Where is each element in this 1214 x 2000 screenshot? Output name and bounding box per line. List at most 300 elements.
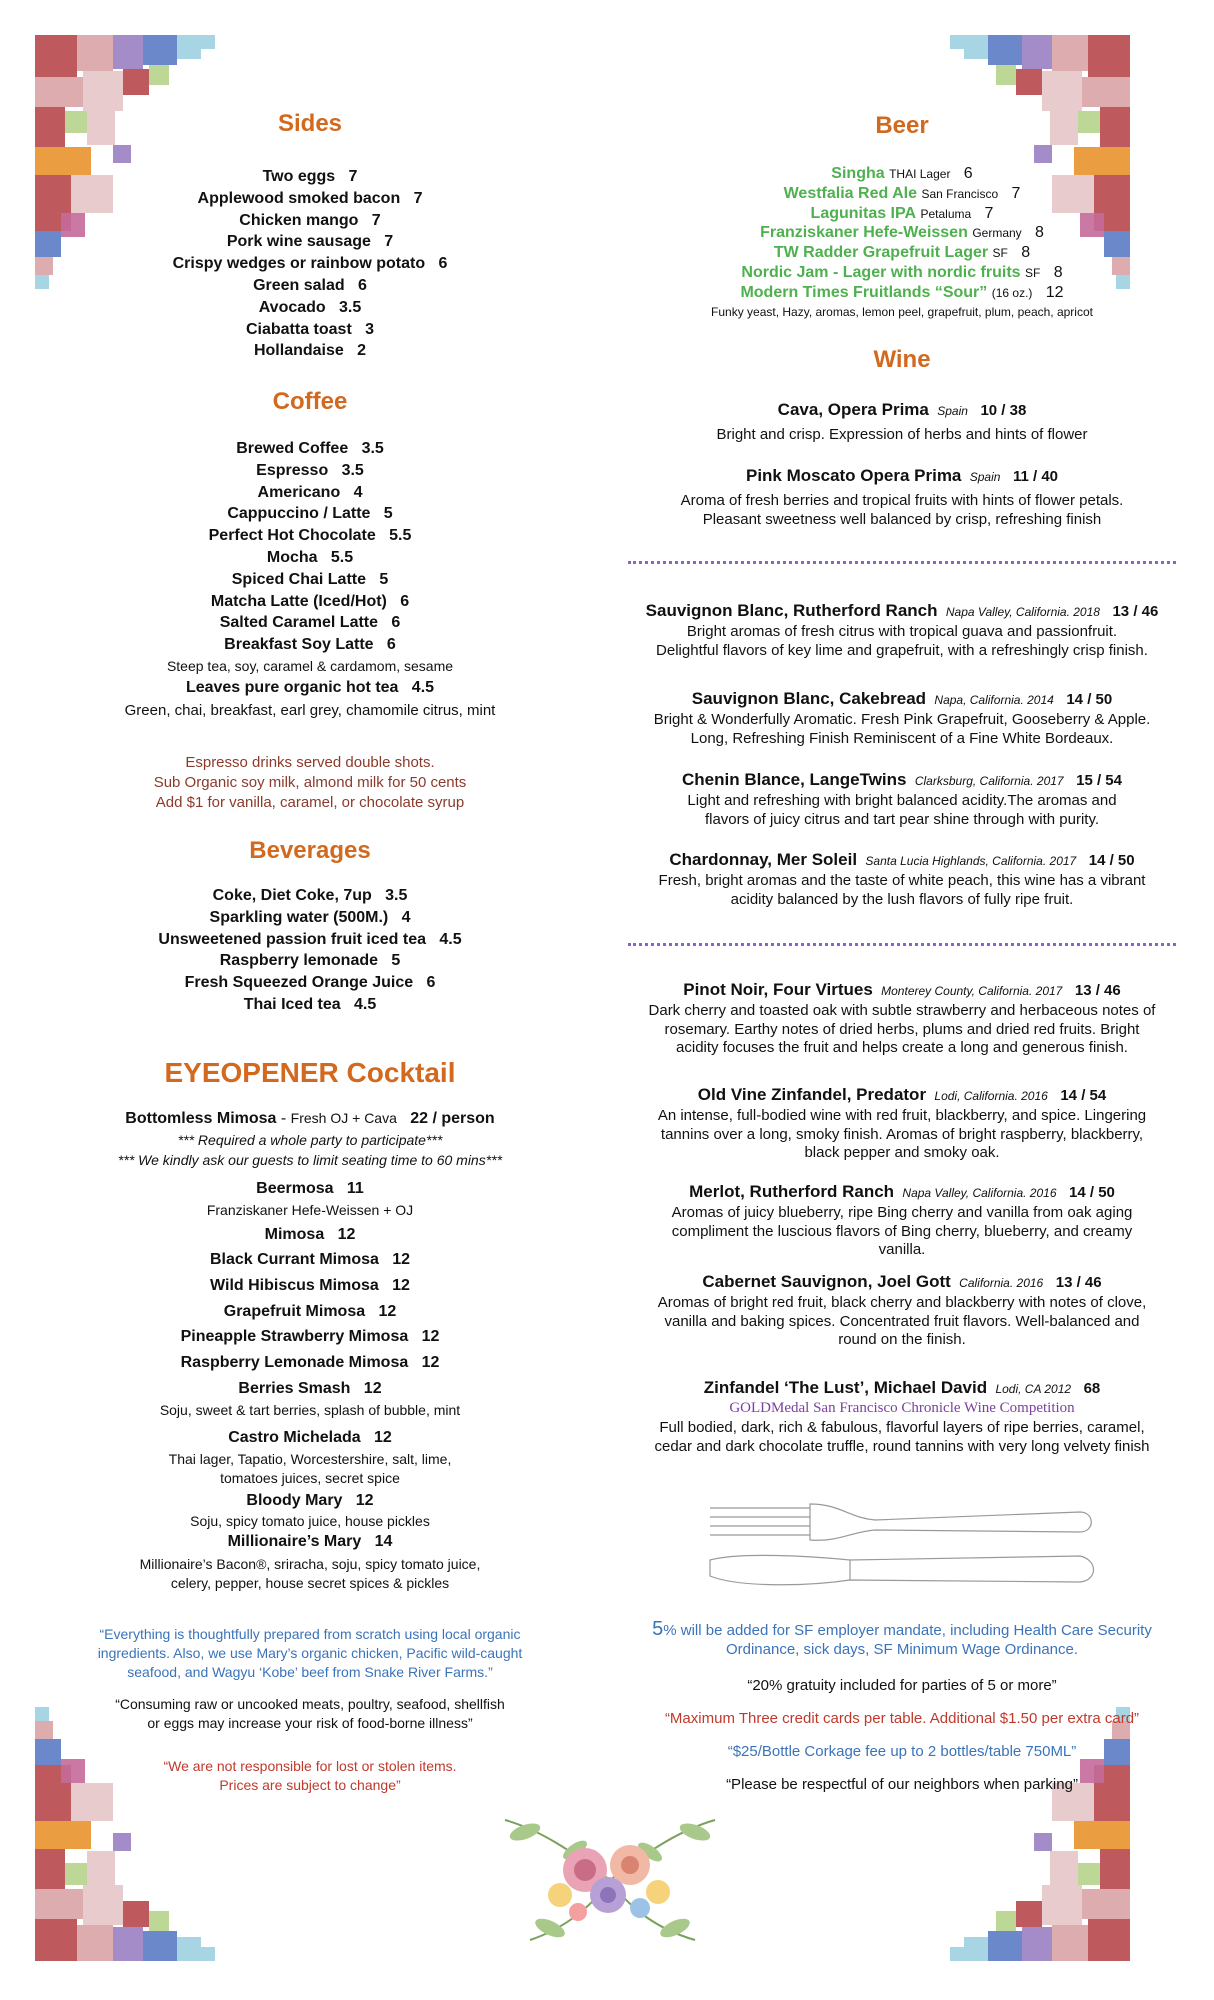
wine-item — [620, 466, 1184, 487]
wine-item — [620, 601, 1184, 622]
cocktail-item — [40, 1251, 580, 1269]
dotted-divider-1 — [628, 561, 1176, 564]
coffee-item-label: Salted Caramel Latte — [219, 614, 379, 632]
wine-price: 14 / 50 — [1066, 691, 1113, 708]
party-requirement: *** Required a whole party to participate*** — [177, 1132, 443, 1148]
wine-description: acidity balanced by the lush flavors of fully ripe fruit. — [730, 890, 1074, 908]
sides-item — [40, 342, 580, 360]
cocktail-description: Soju, spicy tomato juice, house pickles — [190, 1513, 430, 1529]
wine-description: Aromas of juicy blueberry, ripe Bing cherry and vanilla from oak aging — [671, 1204, 1133, 1221]
mandate-percent: 5 — [652, 1618, 664, 1640]
wine-origin: Monterey County, California. 2017 — [881, 984, 1063, 998]
beverages-item — [40, 974, 580, 992]
wine-name: Old Vine Zinfandel, Predator — [697, 1085, 927, 1104]
wine-name: Zinfandel ‘The Lust’, Michael David — [703, 1378, 988, 1397]
wine-origin: Clarksburg, California. 2017 — [914, 774, 1064, 788]
beer-price: 7 — [984, 204, 994, 222]
beverages-heading: Beverages — [249, 837, 371, 864]
wine-price: 15 / 54 — [1076, 772, 1122, 789]
wine-price: 11 / 40 — [1012, 468, 1058, 485]
flower-bouquet-icon — [480, 1790, 740, 1950]
wine-award: GOLDMedal San Francisco Chronicle Wine Competition — [729, 1400, 1075, 1416]
cocktail-heading: EYEOPENER Cocktail — [164, 1057, 456, 1088]
mosaic-tile — [1022, 1927, 1052, 1961]
sides-item-label: Two eggs — [262, 168, 336, 185]
mosaic-tile — [77, 1925, 113, 1961]
wine-description: acidity focuses the fruit and helps create a long and generous finish. — [676, 1039, 1128, 1056]
mosaic-tile — [1100, 1849, 1130, 1889]
wine-item — [620, 980, 1184, 1001]
sides-item — [40, 255, 580, 273]
sides-item-label: Ciabatta toast — [245, 320, 352, 338]
cocktail-price: 12 — [374, 1429, 392, 1446]
mosaic-tile — [83, 1885, 123, 1925]
wine-description: vanilla and baking spices. Concentrated fruit flavors. Well-balanced and — [664, 1312, 1140, 1330]
wine-origin: Napa Valley, California. 2018 — [945, 605, 1100, 619]
beer-origin: Petaluma — [920, 206, 972, 221]
beer-item — [620, 244, 1184, 262]
beverages-item-price: 4.5 — [439, 930, 462, 948]
mandate-line-1 — [620, 1618, 1184, 1641]
corner-mosaic-bottom-left — [35, 1705, 285, 1965]
cocktail-description: Franziskaner Hefe-Weissen + OJ — [206, 1202, 414, 1218]
coffee-heading: Coffee — [272, 388, 348, 415]
bottomless-separator: - — [280, 1110, 287, 1127]
cocktail-description-2: tomatoes juices, secret spice — [220, 1470, 400, 1486]
beer-item — [620, 165, 1184, 183]
beverages-item-label: Raspberry lemonade — [219, 952, 379, 970]
beverages-item-price: 3.5 — [385, 887, 408, 904]
cocktail-price: 12 — [337, 1226, 356, 1243]
wine-item — [620, 689, 1184, 710]
wine-name: Pink Moscato Opera Prima — [745, 466, 962, 485]
cocktail-price: 11 — [346, 1180, 364, 1197]
beer-item — [620, 264, 1184, 282]
mosaic-tile — [1016, 1901, 1042, 1927]
coffee-item-label: Spiced Chai Latte — [231, 570, 366, 588]
seating-limit: *** We kindly ask our guests to limit seating time to 60 mins*** — [117, 1152, 503, 1168]
coffee-item — [40, 549, 580, 567]
sides-item-price: 3 — [365, 320, 375, 338]
beer-origin: Germany — [972, 226, 1022, 241]
beer-origin: THAI Lager — [889, 167, 951, 181]
mosaic-tile — [177, 1937, 201, 1961]
beverages-item-price: 5 — [391, 952, 401, 970]
cocktail-label: Pineapple Strawberry Mimosa — [180, 1328, 409, 1345]
lost-items-note: “We are not responsible for lost or stolen items. — [163, 1758, 457, 1774]
gratuity-note: “20% gratuity included for parties of 5 or more” — [747, 1677, 1057, 1694]
wine-item — [620, 1182, 1184, 1203]
beer-name: Singha — [831, 165, 885, 182]
coffee-item-price: 6 — [386, 636, 396, 654]
wine-name: Sauvignon Blanc, Rutherford Ranch — [645, 601, 938, 620]
wine-item — [620, 1378, 1184, 1399]
mosaic-tile — [177, 35, 201, 59]
coffee-item-price: 4 — [353, 483, 363, 501]
wine-description: rosemary. Earthy notes of dried herbs, plums and dried red fruits. Bright — [664, 1020, 1140, 1038]
coffee-item-label: Perfect Hot Chocolate — [208, 527, 376, 545]
beer-origin: (16 oz.) — [991, 285, 1033, 300]
wine-name: Pinot Noir, Four Virtues — [683, 980, 873, 999]
mosaic-tile — [988, 35, 1022, 65]
wine-description: Long, Refreshing Finish Reminiscent of a Fine White Bordeaux. — [690, 729, 1114, 747]
wine-name: Merlot, Rutherford Ranch — [689, 1182, 895, 1201]
sides-item — [40, 190, 580, 208]
mosaic-tile — [964, 1937, 988, 1961]
coffee-item — [40, 505, 580, 523]
cocktail-label: Bloody Mary — [246, 1492, 343, 1509]
mosaic-tile — [113, 145, 131, 163]
wine-origin: Napa Valley, California. 2016 — [902, 1186, 1057, 1200]
beer-name: Modern Times Fruitlands “Sour” — [740, 283, 988, 301]
beverages-item — [40, 952, 580, 970]
wine-origin: Lodi, California. 2016 — [934, 1089, 1048, 1103]
coffee-item-price: 5 — [379, 570, 389, 588]
cocktail-item — [40, 1180, 580, 1198]
cocktail-item — [40, 1492, 580, 1510]
mosaic-tile — [1078, 1863, 1100, 1885]
wine-origin: Napa, California. 2014 — [934, 693, 1054, 707]
wine-description: Delightful flavors of key lime and grapefruit, with a refreshingly crisp finish. — [656, 641, 1148, 659]
wine-description: Aroma of fresh berries and tropical fruits with hints of flower petals. — [680, 492, 1124, 509]
wine-name: Cava, Opera Prima — [777, 400, 929, 419]
beer-name: Nordic Jam - Lager with nordic fruits — [741, 264, 1021, 281]
beer-name: Lagunitas IPA — [810, 204, 917, 222]
beer-item — [620, 224, 1184, 242]
cocktail-price: 12 — [392, 1277, 410, 1294]
mosaic-tile — [35, 1849, 65, 1889]
wine-name: Cabernet Sauvignon, Joel Gott — [702, 1272, 951, 1291]
mosaic-tile — [113, 1833, 131, 1851]
mosaic-tile — [35, 1821, 91, 1849]
mosaic-tile — [35, 77, 83, 107]
mosaic-tile — [123, 69, 149, 95]
wine-heading: Wine — [873, 346, 931, 373]
fork-and-knife-icon — [700, 1490, 1100, 1600]
cocktail-price: 12 — [355, 1492, 374, 1509]
wine-description: round on the finish. — [838, 1331, 966, 1348]
wine-origin: California. 2016 — [959, 1276, 1044, 1290]
sides-item-price: 2 — [357, 342, 367, 360]
beer-name: Franziskaner Hefe-Weissen — [760, 224, 968, 242]
beverages-item — [40, 887, 580, 905]
beverages-item — [40, 931, 580, 949]
beverages-item-label: Unsweetened passion fruit iced tea — [158, 930, 427, 948]
bottomless-price: 22 / person — [410, 1110, 495, 1127]
beverages-item-price: 4.5 — [354, 996, 377, 1013]
cocktail-price: 12 — [421, 1328, 440, 1345]
mosaic-tile — [1088, 35, 1130, 77]
cocktail-label: Wild Hibiscus Mimosa — [210, 1277, 379, 1294]
beer-item — [620, 185, 1184, 203]
cocktail-description: Soju, sweet & tart berries, splash of bubble, mint — [159, 1402, 461, 1418]
coffee-item — [40, 527, 580, 545]
beer-price: 8 — [1021, 244, 1031, 262]
wine-description: vanilla. — [878, 1241, 926, 1258]
wine-description: Full bodied, dark, rich & fabulous, flavorful layers of ripe berries, caramel, — [659, 1419, 1145, 1436]
mosaic-tile — [1088, 1919, 1130, 1961]
beverages-item-label: Sparkling water (500M.) — [209, 908, 389, 926]
coffee-item-price: 6 — [391, 614, 401, 632]
wine-item — [620, 770, 1184, 791]
organic-note-2: ingredients. Also, we use Mary’s organic chicken, Pacific wild-caught — [97, 1645, 523, 1661]
wine-description: compliment the luscious flavors of Bing cherry, blueberry, and creamy — [671, 1222, 1133, 1240]
coffee-item-label: Brewed Coffee — [236, 440, 349, 457]
wine-price: 14 / 50 — [1069, 1184, 1115, 1201]
coffee-item — [40, 462, 580, 480]
cocktail-price: 12 — [363, 1380, 382, 1397]
sides-item — [40, 321, 580, 339]
mandate-text: % will be added for SF employer mandate, including Health Care Security — [663, 1622, 1152, 1639]
coffee-item-price: 5.5 — [330, 549, 354, 566]
beer-name: Westfalia Red Ale — [783, 184, 917, 202]
wine-item — [620, 850, 1184, 871]
wine-origin: Spain — [937, 404, 968, 418]
cocktail-item — [40, 1380, 580, 1398]
beer-price: 7 — [1011, 184, 1021, 202]
sides-item-label: Chicken mango — [239, 211, 359, 229]
cocktail-label: Berries Smash — [238, 1380, 351, 1397]
wine-description: An intense, full-bodied wine with red fruit, blackberry, and spice. Lingering — [657, 1107, 1147, 1124]
coffee-item-price: 6 — [400, 592, 410, 610]
wine-description: tannins over a long, smoky finish. Aromas of bright raspberry, blackberry, — [660, 1125, 1144, 1143]
sides-item-price: 6 — [358, 277, 367, 294]
beer-price: 8 — [1053, 264, 1063, 281]
cocktail-label: Raspberry Lemonade Mimosa — [180, 1354, 409, 1371]
mosaic-tile — [1050, 1851, 1078, 1885]
beer-price: 12 — [1045, 283, 1064, 301]
mosaic-tile — [201, 1947, 215, 1961]
mandate-line-2: Ordinance, sick days, SF Minimum Wage Ordinance. — [725, 1641, 1079, 1658]
beer-name: TW Radder Grapefruit Lager — [773, 244, 989, 262]
beverages-item-price: 6 — [426, 974, 436, 992]
bottomless-label: Bottomless Mimosa — [125, 1110, 277, 1127]
beer-origin: San Francisco — [921, 186, 999, 201]
wine-description: Bright and crisp. Expression of herbs and hints of flower — [716, 426, 1088, 443]
beer-item — [620, 205, 1184, 223]
sides-item — [40, 212, 580, 230]
sides-item-label: Green salad — [253, 277, 345, 294]
cocktail-item — [40, 1354, 580, 1372]
coffee-item-price: 3.5 — [341, 461, 364, 479]
mosaic-tile — [77, 35, 113, 71]
wine-description: cedar and dark chocolate truffle, round tannins with very long velvety finish — [654, 1437, 1150, 1455]
mosaic-tile — [996, 1911, 1016, 1931]
wine-price: 13 / 46 — [1074, 982, 1121, 999]
organic-note-3: seafood, and Wagyu ‘Kobe’ beef from Snake River Farms.” — [127, 1664, 493, 1680]
mosaic-tile — [1034, 145, 1052, 163]
soy-latte-description: Steep tea, soy, caramel & cardamom, sesame — [166, 658, 454, 674]
beverages-item-label: Fresh Squeezed Orange Juice — [184, 974, 414, 992]
wine-origin: Lodi, CA 2012 — [995, 1382, 1072, 1396]
cocktail-item — [40, 1303, 580, 1321]
sides-item-label: Hollandaise — [253, 342, 344, 360]
coffee-item-label: Mocha — [266, 549, 318, 566]
mosaic-tile — [1034, 1833, 1052, 1851]
tea-description: Green, chai, breakfast, earl grey, chamomile citrus, mint — [124, 702, 496, 719]
wine-description: black pepper and smoky oak. — [804, 1144, 1000, 1161]
mosaic-tile — [149, 65, 169, 85]
coffee-item — [40, 484, 580, 502]
coffee-item-label: Cappuccino / Latte — [227, 505, 371, 523]
cocktail-label: Mimosa — [264, 1226, 325, 1243]
bottomless-detail: Fresh OJ + Cava — [290, 1110, 397, 1126]
mosaic-tile — [35, 1889, 83, 1919]
sides-item-price: 7 — [384, 233, 394, 251]
wine-origin: Spain — [969, 470, 1001, 484]
sides-item-label: Pork wine sausage — [226, 233, 371, 251]
corkage-note: “$25/Bottle Corkage fee up to 2 bottles/table 750ML” — [727, 1743, 1077, 1760]
wine-origin: Santa Lucia Highlands, California. 2017 — [865, 854, 1077, 868]
cocktail-item — [40, 1429, 580, 1447]
wine-name: Sauvignon Blanc, Cakebread — [691, 689, 927, 708]
coffee-item — [40, 614, 580, 632]
beer-heading: Beer — [875, 112, 929, 139]
coffee-item — [40, 571, 580, 589]
coffee-note-3: Add $1 for vanilla, caramel, or chocolate syrup — [155, 794, 465, 811]
menu-item-tea — [40, 679, 580, 697]
cocktail-item — [40, 1277, 580, 1295]
mosaic-tile — [35, 1919, 77, 1961]
cocktail-item — [40, 1328, 580, 1346]
mosaic-tile — [149, 1911, 169, 1931]
mosaic-tile — [65, 1863, 87, 1885]
wine-description: Fresh, bright aromas and the taste of white peach, this wine has a vibrant — [658, 872, 1146, 889]
cocktail-label: Black Currant Mimosa — [209, 1251, 379, 1268]
coffee-item-label: Matcha Latte (Iced/Hot) — [210, 592, 387, 610]
wine-item — [620, 1085, 1184, 1106]
mosaic-tile — [143, 35, 177, 65]
mosaic-tile — [1074, 1821, 1130, 1849]
mosaic-tile — [1042, 71, 1082, 111]
cocktail-label: Beermosa — [256, 1180, 334, 1197]
mosaic-tile — [1052, 35, 1088, 71]
cocktail-price: 12 — [378, 1303, 397, 1320]
mosaic-tile — [950, 1947, 964, 1961]
wine-price: 68 — [1083, 1380, 1101, 1397]
coffee-note-2: Sub Organic soy milk, almond milk for 50 cents — [153, 774, 467, 791]
mosaic-tile — [1042, 1885, 1082, 1925]
mosaic-tile — [988, 1931, 1022, 1961]
cocktail-label: Castro Michelada — [228, 1429, 361, 1446]
beer-origin: SF — [1025, 266, 1041, 280]
sides-item — [40, 233, 580, 251]
beverages-item — [40, 996, 580, 1014]
mosaic-tile — [113, 1927, 143, 1961]
tea-label: Leaves pure organic hot tea — [185, 679, 399, 696]
cocktail-description: Thai lager, Tapatio, Worcestershire, salt, lime, — [168, 1451, 452, 1467]
cocktail-item — [40, 1226, 580, 1244]
mosaic-tile — [113, 35, 143, 69]
sides-item-price: 7 — [371, 211, 381, 229]
mosaic-tile — [1022, 35, 1052, 69]
coffee-item-price: 3.5 — [361, 440, 384, 457]
cocktail-price: 14 — [374, 1533, 393, 1550]
mosaic-tile — [1082, 1889, 1130, 1919]
sides-item — [40, 299, 580, 317]
wine-name: Chenin Blance, LangeTwins — [682, 770, 907, 789]
wine-description: Aromas of bright red fruit, black cherry and blackberry with notes of clove, — [657, 1294, 1147, 1311]
parking-note: “Please be respectful of our neighbors when parking” — [726, 1776, 1078, 1793]
sides-item-price: 7 — [348, 168, 358, 185]
beer-price: 8 — [1035, 224, 1044, 242]
wine-price: 13 / 46 — [1055, 1274, 1102, 1291]
mosaic-tile — [1016, 69, 1042, 95]
coffee-item — [40, 636, 580, 654]
mosaic-tile — [143, 1931, 177, 1961]
wine-description: Bright & Wonderfully Aromatic. Fresh Pink Grapefruit, Gooseberry & Apple. — [653, 711, 1151, 728]
mosaic-tile — [123, 1901, 149, 1927]
tea-price: 4.5 — [411, 679, 435, 696]
wine-price: 10 / 38 — [980, 402, 1027, 419]
wine-price: 14 / 54 — [1060, 1087, 1107, 1104]
beer-note: Funky yeast, Hazy, aromas, lemon peel, grapefruit, plum, peach, apricot — [711, 305, 1093, 319]
wine-name: Chardonnay, Mer Soleil — [669, 850, 858, 869]
cocktail-description: Millionaire’s Bacon®, sriracha, soju, spicy tomato juice, — [139, 1556, 481, 1572]
mosaic-tile — [87, 1851, 115, 1885]
mosaic-tile — [964, 35, 988, 59]
coffee-item-price: 5.5 — [389, 527, 412, 545]
wine-description: Light and refreshing with bright balanced acidity.The aromas and — [687, 792, 1117, 809]
mosaic-tile — [83, 71, 123, 111]
sides-item — [40, 277, 580, 295]
cocktail-label: Grapefruit Mimosa — [223, 1303, 366, 1320]
mosaic-tile — [1052, 1925, 1088, 1961]
organic-note-1: “Everything is thoughtfully prepared from scratch using local organic — [99, 1626, 521, 1642]
sides-item — [40, 168, 580, 186]
wine-description: flavors of juicy citrus and tart pear shine through with purity. — [704, 810, 1100, 828]
mosaic-tile — [1082, 77, 1130, 107]
coffee-item — [40, 593, 580, 611]
mosaic-tile — [996, 65, 1016, 85]
mosaic-tile — [950, 35, 964, 49]
wine-price: 14 / 50 — [1088, 852, 1135, 869]
wine-item — [620, 400, 1184, 421]
wine-price: 13 / 46 — [1112, 603, 1159, 620]
sides-item-price: 6 — [438, 255, 448, 273]
bottomless-mimosa — [40, 1110, 580, 1128]
cocktail-description-2: celery, pepper, house secret spices & pickles — [170, 1575, 450, 1591]
coffee-item-label: Espresso — [256, 461, 329, 479]
mosaic-tile — [35, 35, 77, 77]
sides-item-price: 7 — [413, 189, 423, 207]
beer-item — [620, 284, 1184, 302]
beverages-item-label: Thai Iced tea — [243, 996, 341, 1013]
cocktail-price: 12 — [392, 1251, 411, 1268]
mosaic-tile — [201, 35, 215, 49]
wine-description: Pleasant sweetness well balanced by crisp, refreshing finish — [702, 510, 1102, 528]
wine-description: Bright aromas of fresh citrus with tropical guava and passionfruit. — [686, 623, 1118, 640]
coffee-item-label: Breakfast Soy Latte — [224, 636, 374, 654]
sides-item-label: Avocado — [258, 298, 326, 316]
credit-card-note: “Maximum Three credit cards per table. Additional $1.50 per extra card” — [664, 1710, 1140, 1727]
beverages-item — [40, 909, 580, 927]
cocktail-label: Millionaire’s Mary — [227, 1533, 362, 1550]
prices-note: Prices are subject to change” — [219, 1777, 401, 1793]
cocktail-item — [40, 1533, 580, 1551]
coffee-item-label: Americano — [257, 483, 341, 501]
wine-description: Dark cherry and toasted oak with subtle strawberry and herbaceous notes of — [648, 1002, 1156, 1019]
beverages-item-label: Coke, Diet Coke, 7up — [212, 887, 372, 904]
beverages-item-price: 4 — [401, 908, 411, 926]
coffee-item-price: 5 — [383, 505, 393, 523]
beer-origin: SF — [992, 246, 1008, 261]
coffee-note-1: Espresso drinks served double shots. — [185, 754, 435, 771]
coffee-item — [40, 440, 580, 458]
cocktail-price: 12 — [421, 1354, 440, 1371]
beer-price: 6 — [963, 165, 973, 182]
wine-item — [620, 1272, 1184, 1293]
